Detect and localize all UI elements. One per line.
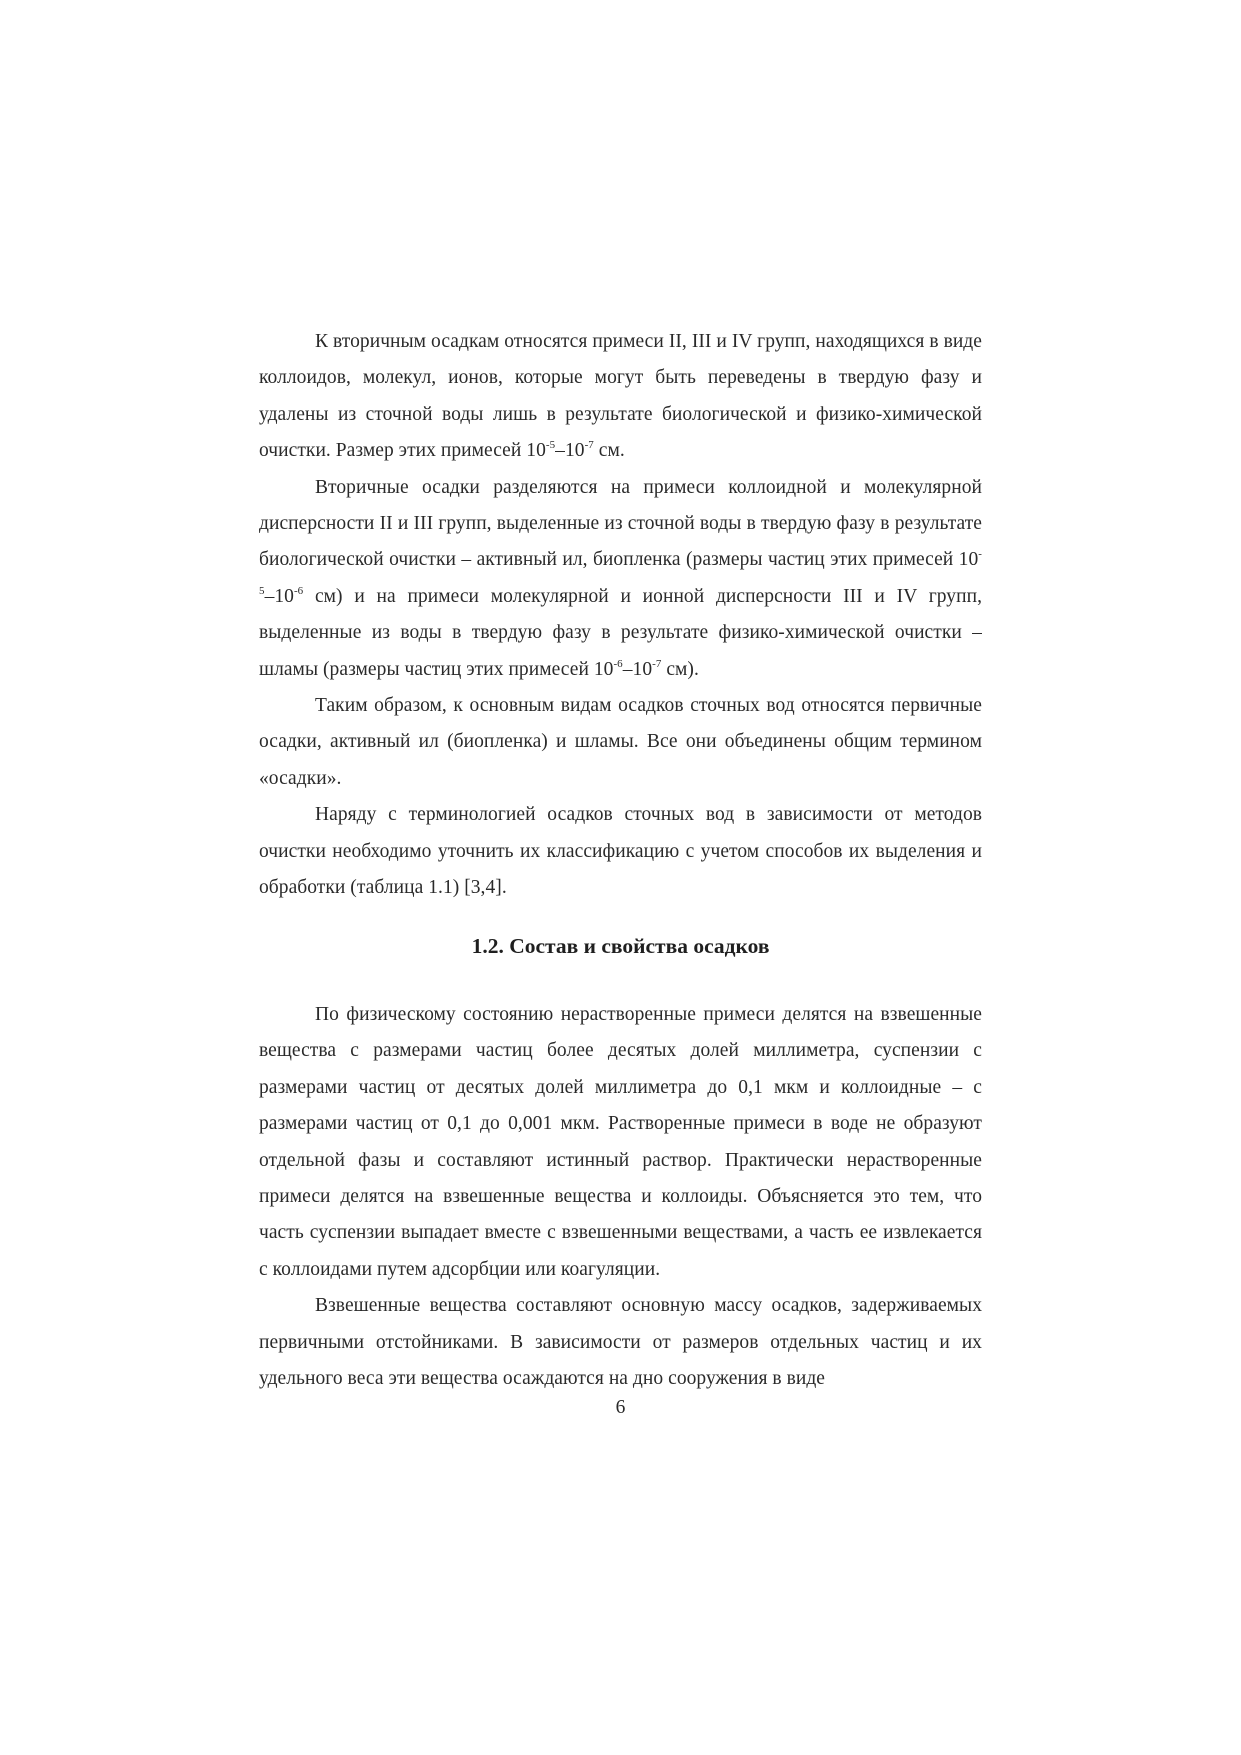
body-text-after-heading xyxy=(259,997,982,1397)
text-run: Вторичные осадки разделяются на примеси коллоидной и молекулярной дисперсности II и III групп, выделенные из сточной воды в твердую фазу в результате биологической очистки – активный ил, биопленка (размеры частиц этих примесей 10 xyxy=(259,476,982,571)
text-run: см). xyxy=(661,658,699,680)
text-run: Таким образом, к основным видам осадков сточных вод относятся первичные осадки, активный ил (биопленка) и шламы. Все они объединены общим термином «осадки». xyxy=(259,695,982,789)
body-text-before-heading xyxy=(259,324,982,907)
text-run: По физическому состоянию нерастворенные примеси делятся на взвешенные вещества с размерами частиц более десятых долей миллиметра, суспензии с размерами частиц от десятых долей миллиметра до 0,1 мкм и коллоидные – с размерами частиц от 0,1 до 0,001 мкм. Растворенные примеси в воде не образуют отдельной фазы и составляют истинный раствор. Практически нерастворенные примеси делятся на взвешенные вещества и коллоиды. Объясняется это тем, что часть суспензии выпадает вместе с взвешенными веществами, а часть ее извлекается с коллоидами путем адсорбции или коагуляции. xyxy=(259,1004,982,1280)
paragraph xyxy=(259,470,982,688)
paragraph-text xyxy=(259,331,982,461)
text-run: –10 xyxy=(555,440,585,462)
superscript-exponent: -5 xyxy=(259,548,982,597)
text-run: К вторичным осадкам относятся примеси II, III и IV групп, находящихся в виде коллоидов, молекул, ионов, которые могут быть переведены в твердую фазу и удалены из сточной воды лишь в результате биологической и физико-химической очистки. Размер этих примесей 10 xyxy=(259,331,982,462)
paragraph xyxy=(259,324,982,470)
superscript-exponent: -6 xyxy=(293,584,304,597)
paragraph xyxy=(259,1288,982,1397)
text-run: см) и на примеси молекулярной и ионной дисперсности III и IV групп, выделенные из воды в твердую фазу в результате физико-химической очистки – шламы (размеры частиц этих примесей 10 xyxy=(259,585,982,680)
paragraph-text xyxy=(259,804,982,898)
superscript-exponent: -6 xyxy=(613,657,623,670)
paragraph-text xyxy=(259,1004,982,1280)
text-run: см. xyxy=(593,440,625,462)
paragraph-text xyxy=(259,695,982,789)
text-run: –10 xyxy=(264,585,294,607)
paragraph xyxy=(259,997,982,1288)
text-run: –10 xyxy=(622,658,653,680)
superscript-exponent: -5 xyxy=(545,439,556,452)
text-run: Взвешенные вещества составляют основную массу осадков, задерживаемых первичными отстойниками. В зависимости от размеров отдельных частиц и их удельного веса эти вещества осаждаются на дно сооружения в виде xyxy=(259,1295,982,1390)
paragraph-text xyxy=(259,1295,982,1389)
paragraph xyxy=(259,688,982,797)
superscript-exponent: -7 xyxy=(652,657,662,670)
paragraph xyxy=(259,797,982,906)
page-number: 6 xyxy=(615,1397,626,1418)
superscript-exponent: -7 xyxy=(584,439,594,452)
paragraph-text xyxy=(259,477,982,680)
text-run: Наряду с терминологией осадков сточных вод в зависимости от методов очистки необходимо уточнить их классификацию с учетом способов их выделения и обработки (таблица 1.1) [3,4]. xyxy=(259,804,982,899)
section-heading: 1.2. Состав и свойства осадков xyxy=(471,934,770,958)
